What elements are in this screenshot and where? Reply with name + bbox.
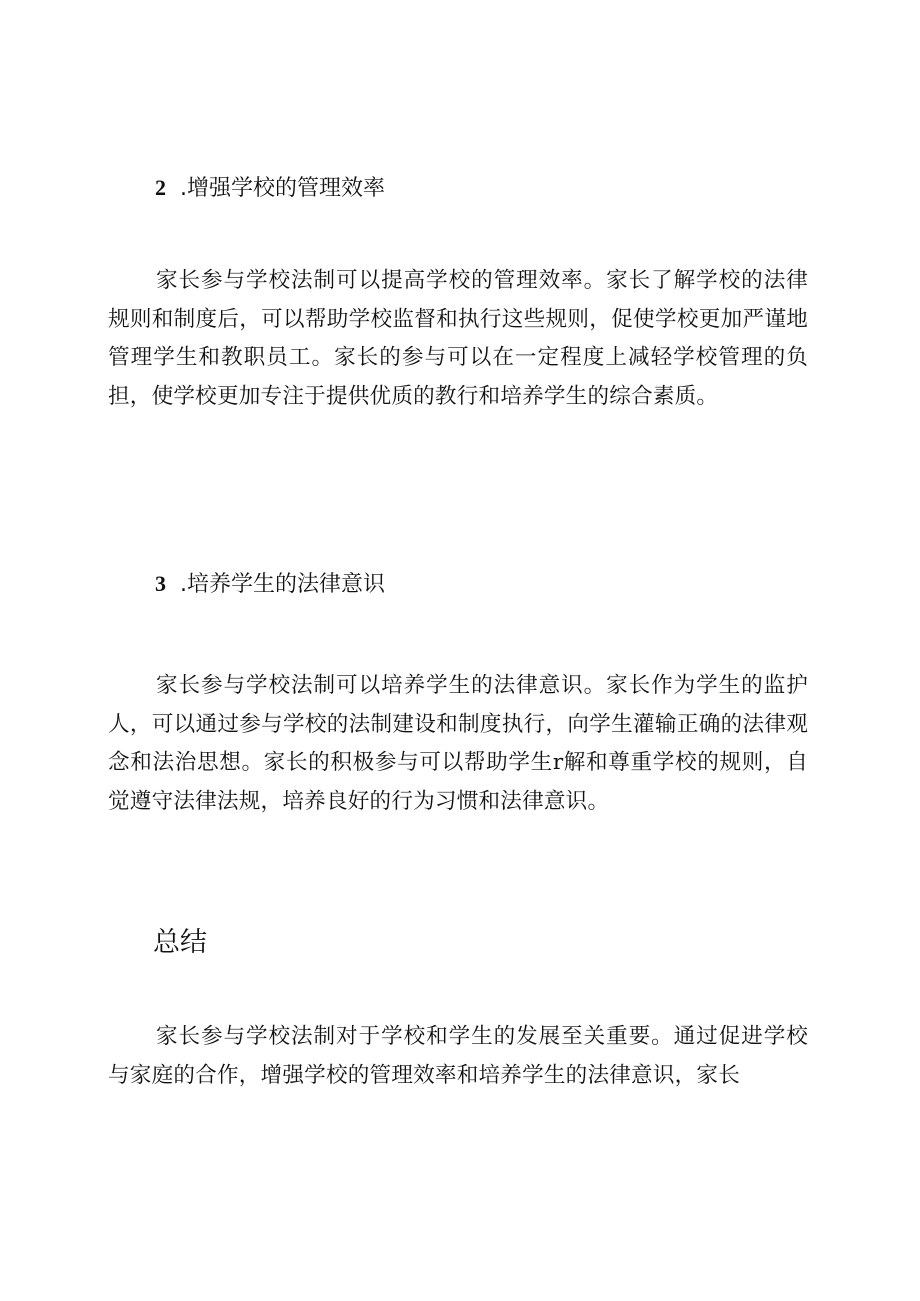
section-heading-2 [155, 174, 385, 203]
section-number: 3 [155, 571, 166, 596]
section-paragraph-2: 家长参与学校法制可以提高学校的管理效率。家长了解学校的法律规则和制度后，可以帮助学校监督和执行这些规则，促使学校更加严谨地管理学生和教职员工。家长的参与可以在一定程度上减轻学校管理的负担，使学校更加专注于提供优质的教行和培养学生的综合素质。 [108, 268, 808, 409]
section-title: .增强学校的管理效率 [180, 176, 385, 201]
summary-paragraph: 家长参与学校法制对于学校和学生的发展至关重要。通过促进学校与家庭的合作，增强学校的管理效率和培养学生的法律意识，家长 [108, 1024, 808, 1088]
section-paragraph-3: 家长参与学校法制可以培养学生的法律意识。家长作为学生的监护人，可以通过参与学校的法制建设和制度执行，向学生灌输正确的法律观念和法治思想。家长的积极参与可以帮助学生r解和尊重学校的规则，自觉遵守法律法规，培养良好的行为习惯和法律意识。 [108, 673, 808, 814]
section-number: 2 [155, 175, 166, 200]
section-title: .培养学生的法律意识 [180, 572, 385, 597]
section-heading-3 [155, 570, 385, 599]
summary-title: 总结 [153, 927, 207, 958]
